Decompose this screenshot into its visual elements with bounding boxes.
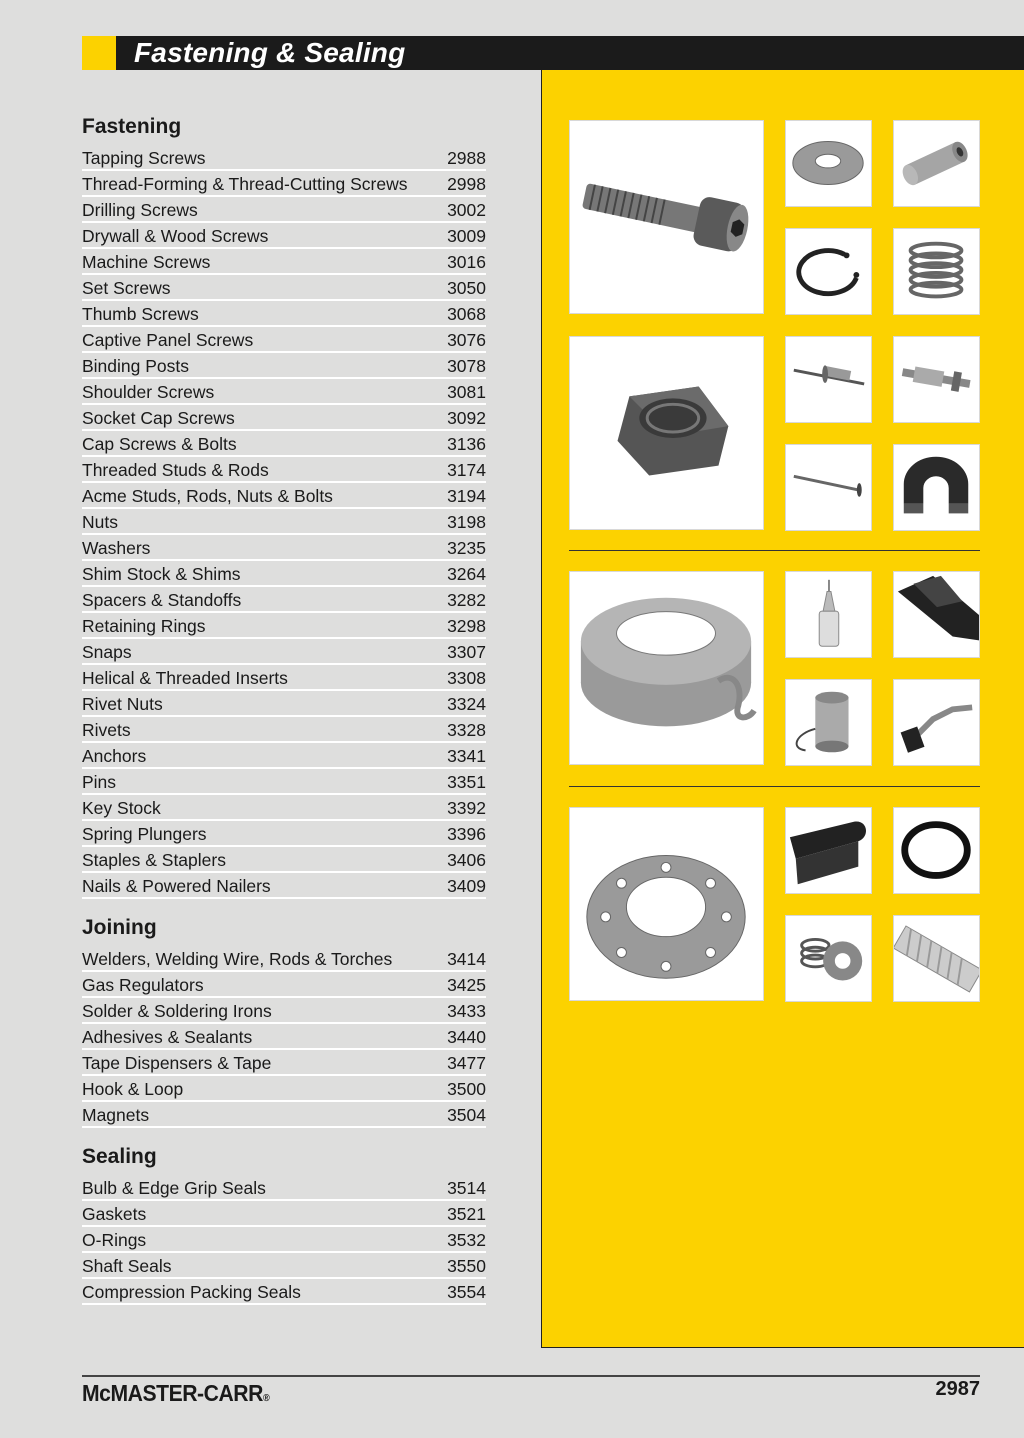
index-row-page: 3521 [447, 1204, 486, 1224]
index-row[interactable] [82, 795, 486, 821]
index-row-page: 3068 [447, 304, 486, 324]
index-row[interactable] [82, 717, 486, 743]
category-index [82, 112, 486, 1319]
index-row[interactable] [82, 639, 486, 665]
index-row-label: Captive Panel Screws [82, 330, 254, 350]
index-row-page: 3198 [447, 512, 486, 532]
header-bar [82, 36, 1024, 70]
index-row-label: Helical & Threaded Inserts [82, 668, 288, 688]
index-row[interactable] [82, 301, 486, 327]
nail-image[interactable] [785, 444, 872, 531]
registered-mark: ® [262, 1393, 270, 1404]
index-row[interactable] [82, 1102, 486, 1128]
index-row-label: Acme Studs, Rods, Nuts & Bolts [82, 486, 333, 506]
index-row[interactable] [82, 691, 486, 717]
index-row-page: 3136 [447, 434, 486, 454]
gasket-image[interactable] [569, 807, 764, 1001]
index-row-label: Snaps [82, 642, 132, 662]
index-row-label: Drilling Screws [82, 200, 198, 220]
index-row-label: Retaining Rings [82, 616, 206, 636]
index-row[interactable] [82, 223, 486, 249]
index-row-label: Binding Posts [82, 356, 190, 376]
index-row-page: 3532 [447, 1230, 486, 1250]
index-row-page: 3440 [447, 1027, 486, 1047]
brand-logo [82, 1380, 269, 1407]
index-row-page: 3174 [447, 460, 486, 480]
soldering-torch-image[interactable] [893, 679, 980, 766]
index-row[interactable] [82, 1201, 486, 1227]
index-row-page: 3500 [447, 1079, 486, 1099]
index-row-label: Magnets [82, 1105, 150, 1125]
index-list [82, 145, 486, 899]
index-row[interactable] [82, 275, 486, 301]
index-row-label: Drywall & Wood Screws [82, 226, 269, 246]
divider [569, 550, 980, 551]
index-row[interactable] [82, 353, 486, 379]
index-row-page: 3298 [447, 616, 486, 636]
rivet-image[interactable] [785, 336, 872, 423]
magnet-image[interactable] [893, 444, 980, 531]
index-row-page: 3324 [447, 694, 486, 714]
index-row[interactable] [82, 873, 486, 899]
index-row[interactable] [82, 847, 486, 873]
index-row-label: O-Rings [82, 1230, 147, 1250]
index-row-label: Nails & Powered Nailers [82, 876, 271, 896]
footer-rule [82, 1375, 980, 1377]
section-joining [82, 913, 486, 1128]
index-row[interactable] [82, 171, 486, 197]
index-row[interactable] [82, 613, 486, 639]
section-sealing [82, 1142, 486, 1305]
index-row-label: Gas Regulators [82, 975, 204, 995]
index-row-label: Thread-Forming & Thread-Cutting Screws [82, 174, 408, 194]
washer-image[interactable] [785, 120, 872, 207]
page-title: Fastening & Sealing [134, 37, 406, 68]
solder-spool-image[interactable] [785, 679, 872, 766]
index-row[interactable] [82, 946, 486, 972]
index-row[interactable] [82, 998, 486, 1024]
section-heading: Fastening [82, 115, 182, 138]
index-row[interactable] [82, 1076, 486, 1102]
index-row-label: Spring Plungers [82, 824, 207, 844]
index-row[interactable] [82, 1050, 486, 1076]
index-row-label: Solder & Soldering Irons [82, 1001, 272, 1021]
adhesive-bottle-image[interactable] [785, 571, 872, 658]
index-row-page: 3307 [447, 642, 486, 662]
index-row-label: Cap Screws & Bolts [82, 434, 237, 454]
index-row[interactable] [82, 665, 486, 691]
index-row-label: Anchors [82, 746, 147, 766]
index-row[interactable] [82, 743, 486, 769]
section-heading: Joining [82, 916, 157, 939]
index-row-page: 3016 [447, 252, 486, 272]
index-row[interactable] [82, 1279, 486, 1305]
hook-and-loop-image[interactable] [893, 571, 980, 658]
index-row[interactable] [82, 509, 486, 535]
index-row[interactable] [82, 145, 486, 171]
index-row[interactable] [82, 535, 486, 561]
divider [569, 786, 980, 787]
index-row-page: 3282 [447, 590, 486, 610]
index-row-page: 3328 [447, 720, 486, 740]
header-accent-square [82, 36, 116, 70]
index-row-page: 3009 [447, 226, 486, 246]
index-row-label: Shoulder Screws [82, 382, 215, 402]
brand-name: McMASTER-CARR [82, 1380, 263, 1406]
index-row-page: 3341 [447, 746, 486, 766]
index-row[interactable] [82, 457, 486, 483]
index-row-label: Shaft Seals [82, 1256, 172, 1276]
index-row[interactable] [82, 1253, 486, 1279]
index-row-label: Tape Dispensers & Tape [82, 1053, 272, 1073]
index-row[interactable] [82, 972, 486, 998]
index-row-label: Thumb Screws [82, 304, 199, 324]
helical-insert-image[interactable] [893, 228, 980, 315]
socket-cap-screw-image[interactable] [569, 120, 764, 314]
index-row-page: 3409 [447, 876, 486, 896]
o-ring-image[interactable] [893, 807, 980, 894]
index-row-page: 3076 [447, 330, 486, 350]
index-row-page: 3092 [447, 408, 486, 428]
index-row-page: 3050 [447, 278, 486, 298]
index-row-label: Bulb & Edge Grip Seals [82, 1178, 266, 1198]
index-row[interactable] [82, 1175, 486, 1201]
index-row-label: Hook & Loop [82, 1079, 184, 1099]
index-row-label: Tapping Screws [82, 148, 206, 168]
page-number: 2987 [935, 1378, 980, 1400]
index-row-page: 3504 [447, 1105, 486, 1125]
index-row-page: 3406 [447, 850, 486, 870]
index-row-label: Staples & Staplers [82, 850, 226, 870]
index-row[interactable] [82, 431, 486, 457]
index-row-page: 3081 [447, 382, 486, 402]
shaft-seal-image[interactable] [785, 915, 872, 1002]
index-list [82, 946, 486, 1128]
index-row-label: Nuts [82, 512, 118, 532]
index-row-page: 3002 [447, 200, 486, 220]
index-row-page: 3264 [447, 564, 486, 584]
index-row-label: Shim Stock & Shims [82, 564, 241, 584]
index-row-page: 3392 [447, 798, 486, 818]
index-row[interactable] [82, 249, 486, 275]
index-row-page: 3477 [447, 1053, 486, 1073]
index-row-label: Key Stock [82, 798, 161, 818]
index-row[interactable] [82, 405, 486, 431]
index-row[interactable] [82, 197, 486, 223]
index-row-label: Socket Cap Screws [82, 408, 235, 428]
index-row-page: 3425 [447, 975, 486, 995]
index-row[interactable] [82, 821, 486, 847]
index-row-page: 3554 [447, 1282, 486, 1302]
index-row[interactable] [82, 1024, 486, 1050]
section-heading: Sealing [82, 1145, 157, 1168]
index-row[interactable] [82, 561, 486, 587]
packing-seal-image[interactable] [893, 915, 980, 1002]
retaining-ring-image[interactable] [785, 228, 872, 315]
index-row-page: 3351 [447, 772, 486, 792]
index-row-label: Machine Screws [82, 252, 211, 272]
index-row[interactable] [82, 327, 486, 353]
index-row-page: 3308 [447, 668, 486, 688]
index-row-label: Spacers & Standoffs [82, 590, 242, 610]
hex-nut-image[interactable] [569, 336, 764, 530]
index-row-label: Gaskets [82, 1204, 147, 1224]
index-row-page: 3078 [447, 356, 486, 376]
spacer-image[interactable] [893, 120, 980, 207]
index-row-page: 3396 [447, 824, 486, 844]
index-row-label: Rivet Nuts [82, 694, 163, 714]
index-row-label: Threaded Studs & Rods [82, 460, 269, 480]
index-row[interactable] [82, 587, 486, 613]
index-row-label: Welders, Welding Wire, Rods & Torches [82, 949, 393, 969]
index-row-label: Washers [82, 538, 151, 558]
index-row-label: Compression Packing Seals [82, 1282, 301, 1302]
index-row-page: 3514 [447, 1178, 486, 1198]
index-row-label: Adhesives & Sealants [82, 1027, 253, 1047]
index-list [82, 1175, 486, 1305]
index-row-page: 3414 [447, 949, 486, 969]
index-row[interactable] [82, 1227, 486, 1253]
index-row-page: 2998 [447, 174, 486, 194]
index-row-label: Pins [82, 772, 117, 792]
index-row-page: 3235 [447, 538, 486, 558]
index-row-page: 3550 [447, 1256, 486, 1276]
index-row-page: 3433 [447, 1001, 486, 1021]
tape-roll-image[interactable] [569, 571, 764, 765]
index-row[interactable] [82, 483, 486, 509]
index-row[interactable] [82, 769, 486, 795]
index-row-page: 2988 [447, 148, 486, 168]
index-row-label: Rivets [82, 720, 131, 740]
section-fastening [82, 112, 486, 899]
index-row-page: 3194 [447, 486, 486, 506]
edge-seal-image[interactable] [785, 807, 872, 894]
index-row-label: Set Screws [82, 278, 171, 298]
anchor-image[interactable] [893, 336, 980, 423]
index-row[interactable] [82, 379, 486, 405]
